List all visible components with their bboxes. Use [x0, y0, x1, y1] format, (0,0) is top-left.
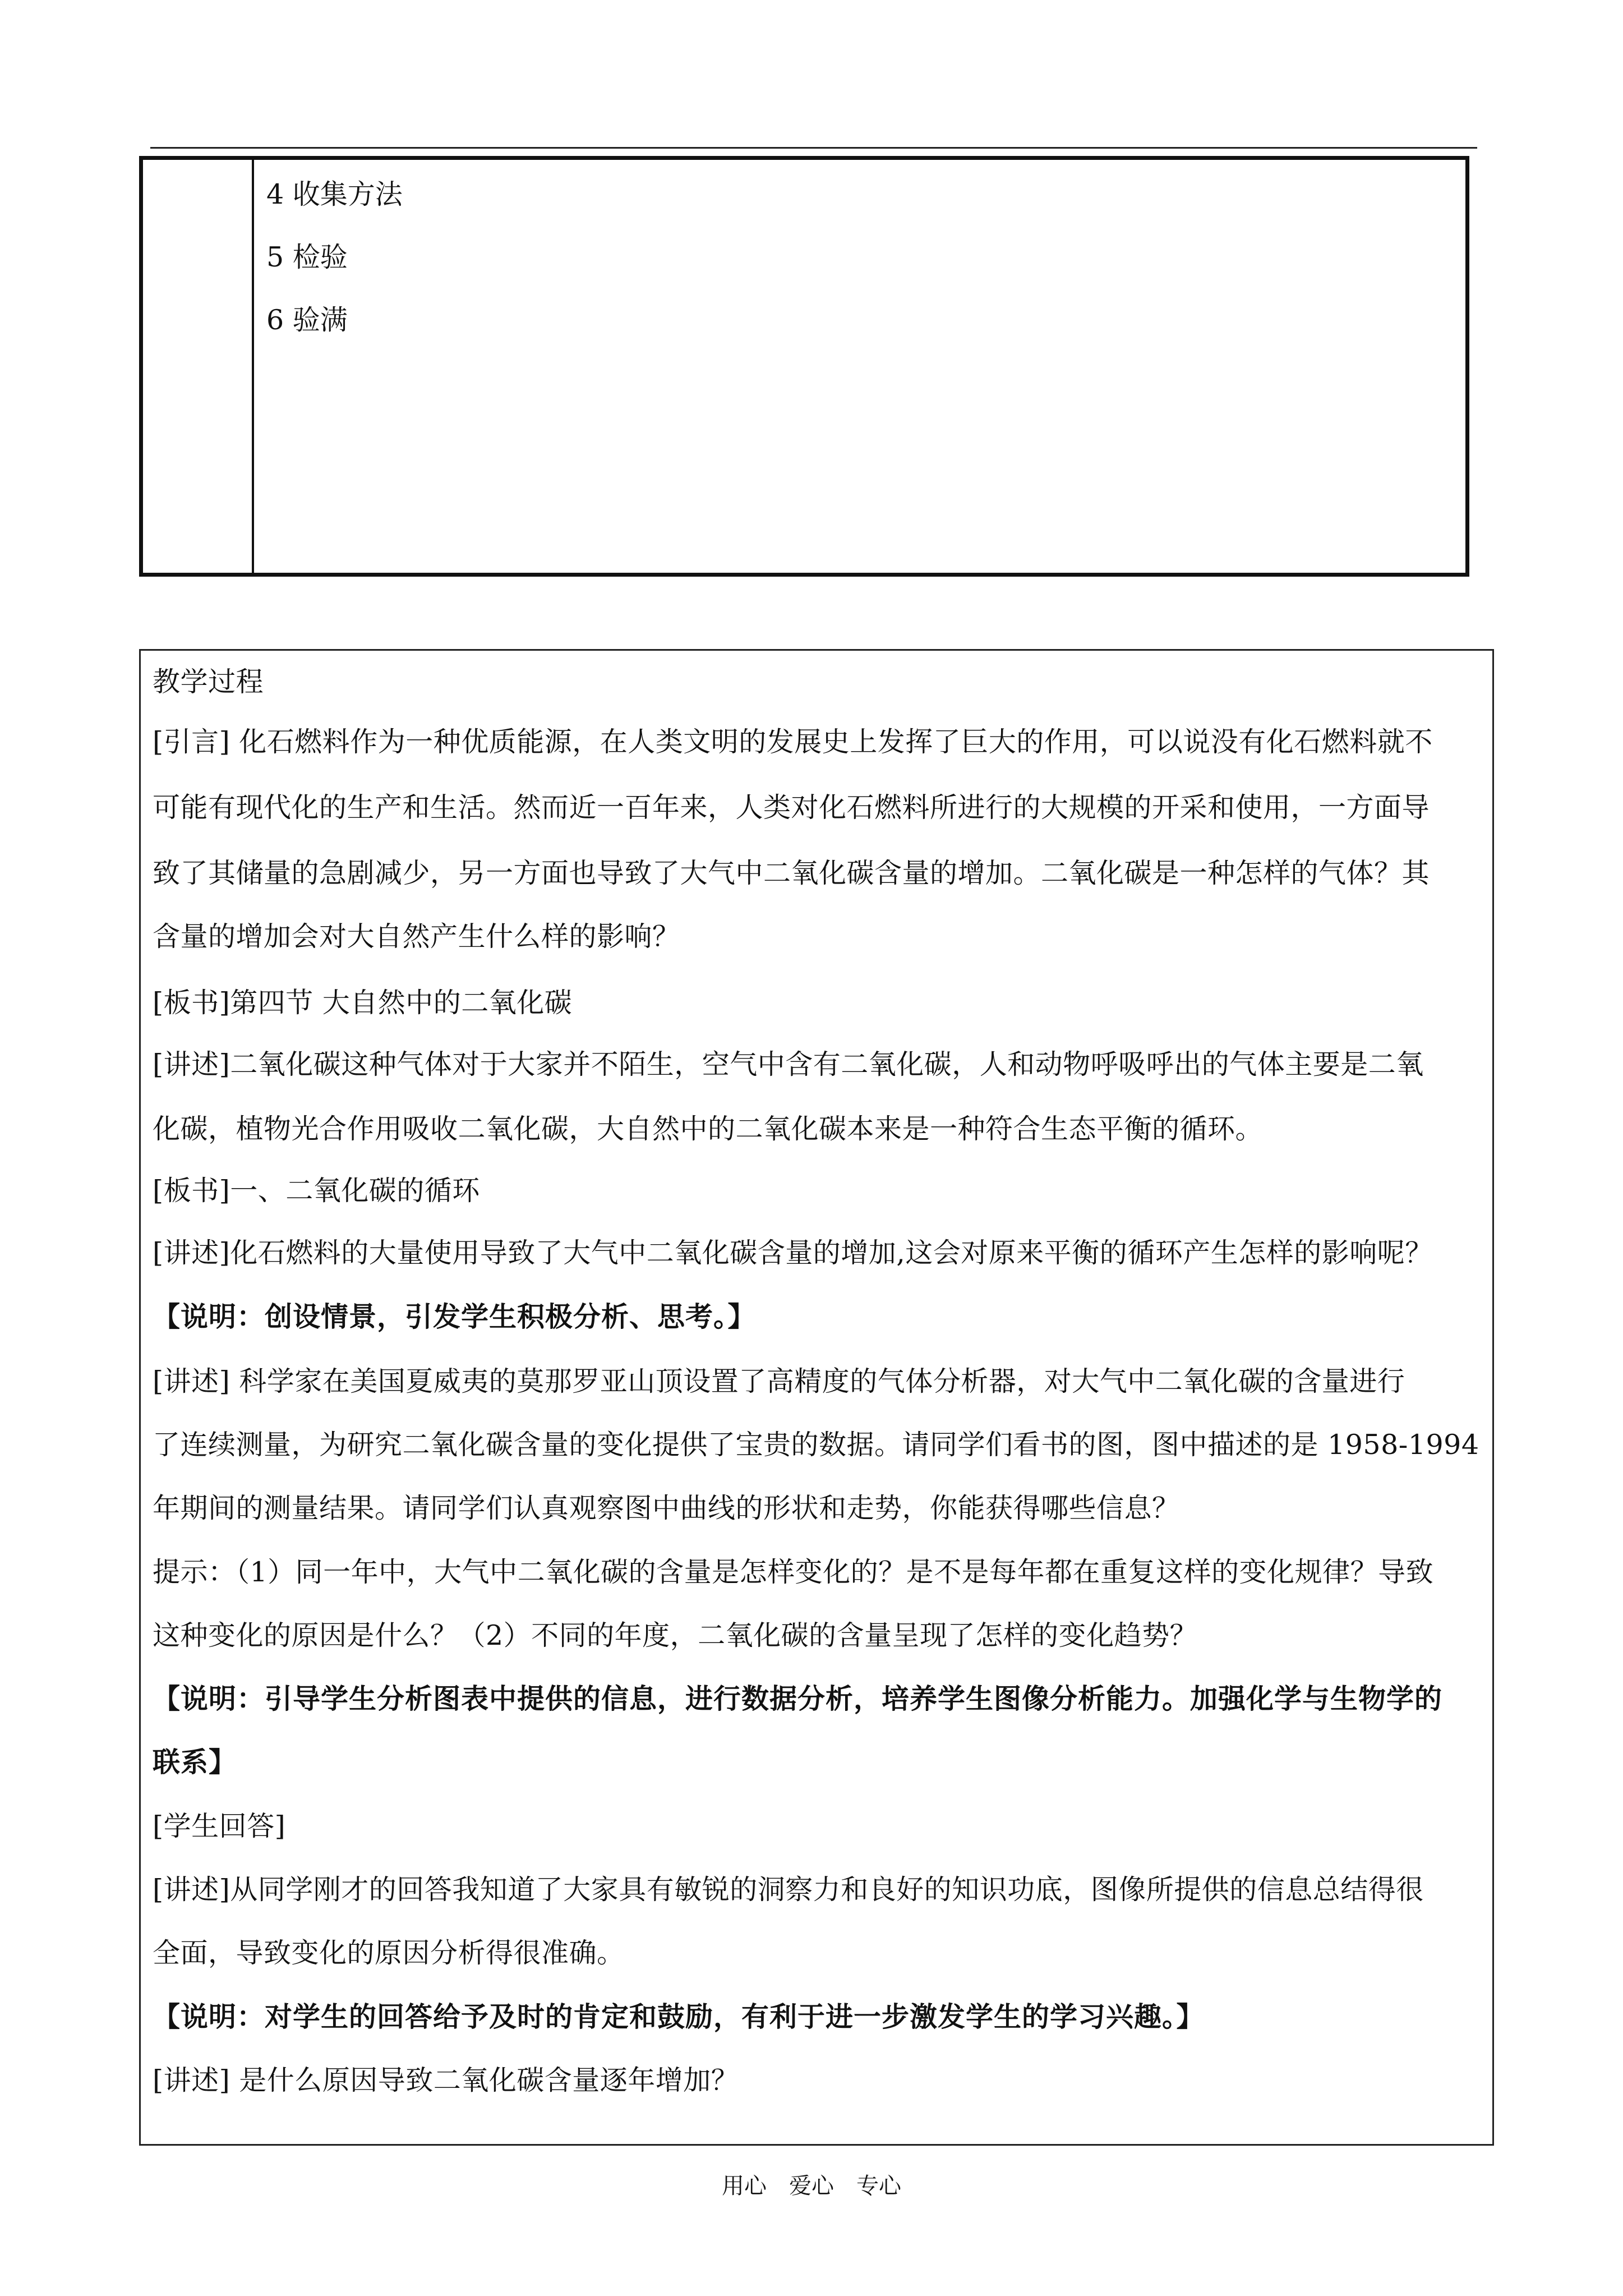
- process-heading: 教学过程: [153, 666, 264, 698]
- process-line: 年期间的测量结果。请同学们认真观察图中曲线的形状和走势，你能获得哪些信息？: [153, 1492, 1180, 1524]
- process-note: 【说明：创设情景，引发学生积极分析、思考。】: [153, 1301, 756, 1333]
- process-line: [学生回答]: [153, 1810, 286, 1842]
- process-line: [板书]第四节 大自然中的二氧化碳: [153, 987, 573, 1019]
- table-item-test: 5 检验: [266, 241, 348, 273]
- process-line: 可能有现代化的生产和生活。然而近一百年来，人类对化石燃料所进行的大规模的开采和使用，一方面导: [153, 792, 1430, 823]
- process-line: 了连续测量，为研究二氧化碳含量的变化提供了宝贵的数据。请同学们看书的图，图中描述的是 1958-1994: [153, 1429, 1479, 1461]
- process-line: [讲述] 科学家在美国夏威夷的莫那罗亚山顶设置了高精度的气体分析器，对大气中二氧化碳的含量进行: [153, 1365, 1405, 1397]
- process-line: [讲述] 是什么原因导致二氧化碳含量逐年增加？: [153, 2064, 739, 2096]
- process-line: 致了其储量的急剧减少，另一方面也导致了大气中二氧化碳含量的增加。二氧化碳是一种怎样的气体？其: [153, 857, 1430, 889]
- process-line: 这种变化的原因是什么？（2）不同的年度，二氧化碳的含量呈现了怎样的变化趋势？: [153, 1619, 1198, 1651]
- table-item-check-full: 6 验满: [266, 304, 348, 336]
- table-column-divider: [252, 160, 254, 573]
- process-line: [引言] 化石燃料作为一种优质能源，在人类文明的发展史上发挥了巨大的作用，可以说没有化石燃料就不: [153, 726, 1433, 758]
- table-item-collection-method: 4 收集方法: [266, 178, 403, 210]
- process-line: [板书]一、二氧化碳的循环: [153, 1175, 480, 1207]
- process-line: [讲述]从同学刚才的回答我知道了大家具有敏锐的洞察力和良好的知识功底，图像所提供的信息总结得很: [153, 1874, 1424, 1906]
- page-footer: 用心 爱心 专心: [722, 2173, 901, 2199]
- process-line: 全面，导致变化的原因分析得很准确。: [153, 1937, 625, 1969]
- process-note: 【说明：引导学生分析图表中提供的信息，进行数据分析，培养学生图像分析能力。加强化学与生物学的: [153, 1683, 1443, 1715]
- process-line: 提示：（1）同一年中，大气中二氧化碳的含量是怎样变化的？是不是每年都在重复这样的变化规律？导致: [153, 1556, 1434, 1588]
- process-line: [讲述]二氧化碳这种气体对于大家并不陌生，空气中含有二氧化碳，人和动物呼吸呼出的气体主要是二氧: [153, 1048, 1424, 1080]
- process-line: [讲述]化石燃料的大量使用导致了大气中二氧化碳含量的增加,这会对原来平衡的循环产生怎样的影响呢？: [153, 1237, 1433, 1269]
- process-line: 含量的增加会对大自然产生什么样的影响？: [153, 921, 680, 953]
- process-line: 化碳，植物光合作用吸收二氧化碳，大自然中的二氧化碳本来是一种符合生态平衡的循环。: [153, 1113, 1264, 1145]
- process-note: 【说明：对学生的回答给予及时的肯定和鼓励，有利于进一步激发学生的学习兴趣。】: [153, 2001, 1205, 2033]
- process-note: 联系】: [153, 1746, 237, 1778]
- lesson-table: [139, 156, 1469, 577]
- header-rule: [150, 147, 1477, 149]
